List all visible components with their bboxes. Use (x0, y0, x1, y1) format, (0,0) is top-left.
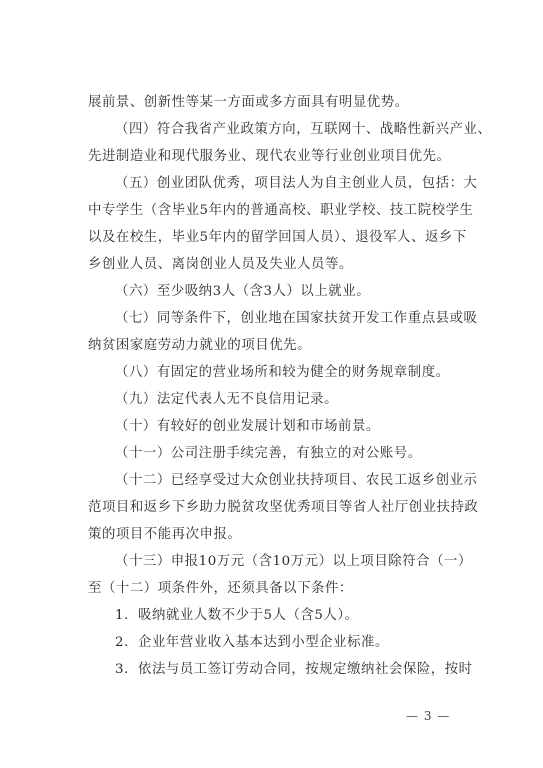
text-line: 先进制造业和现代服务业、现代农业等行业创业项目优先。 (88, 149, 451, 164)
text-line: 2．企业年营业收入基本达到小型企业标准。 (115, 635, 389, 650)
text-line: 展前景、创新性等某一方面或多方面具有明显优势。 (88, 95, 409, 110)
text-line: （六）至少吸纳3人（含3人）以上就业。 (115, 284, 371, 299)
text-line: 至（十二）项条件外，还须具备以下条件： (88, 581, 353, 596)
text-line: 中专学生（含毕业5年内的普通高校、职业学校、技工院校学生 (88, 203, 474, 218)
text-line: （五）创业团队优秀，项目法人为自主创业人员，包括：大 (115, 176, 478, 191)
text-line: （十三）申报10万元（含10万元）以上项目除符合（一） (115, 554, 472, 569)
text-line: 乡创业人员、离岗创业人员及失业人员等。 (88, 257, 353, 272)
text-line: 策的项目不能再次申报。 (88, 527, 242, 542)
text-line: （七）同等条件下，创业地在国家扶贫开发工作重点县或吸 (115, 311, 478, 326)
text-line: 3．依法与员工签订劳动合同，按规定缴纳社会保险，按时 (115, 662, 473, 677)
text-line: 纳贫困家庭劳动力就业的项目优先。 (88, 338, 312, 353)
text-line: （十二）已经享受过大众创业扶持项目、农民工返乡创业示 (115, 473, 478, 488)
text-line: （八）有固定的营业场所和较为健全的财务规章制度。 (115, 365, 450, 380)
text-line: 范项目和返乡下乡助力脱贫攻坚优秀项目等省人社厅创业扶持政 (88, 500, 479, 515)
text-line: 1．吸纳就业人数不少于5人（含5人）。 (115, 608, 359, 623)
text-line: 以及在校生，毕业5年内的留学回国人员）、退役军人、返乡下 (88, 230, 467, 245)
document-body (88, 89, 492, 683)
text-line: （九）法定代表人无不良信用记录。 (115, 392, 339, 407)
page-number: — 3 — (406, 709, 451, 723)
text-line: （十一）公司注册手续完善，有独立的对公账号。 (115, 446, 422, 461)
text-line: （十）有较好的创业发展计划和市场前景。 (115, 419, 380, 434)
text-line: （四）符合我省产业政策方向，互联网十、战略性新兴产业、 (115, 122, 492, 137)
